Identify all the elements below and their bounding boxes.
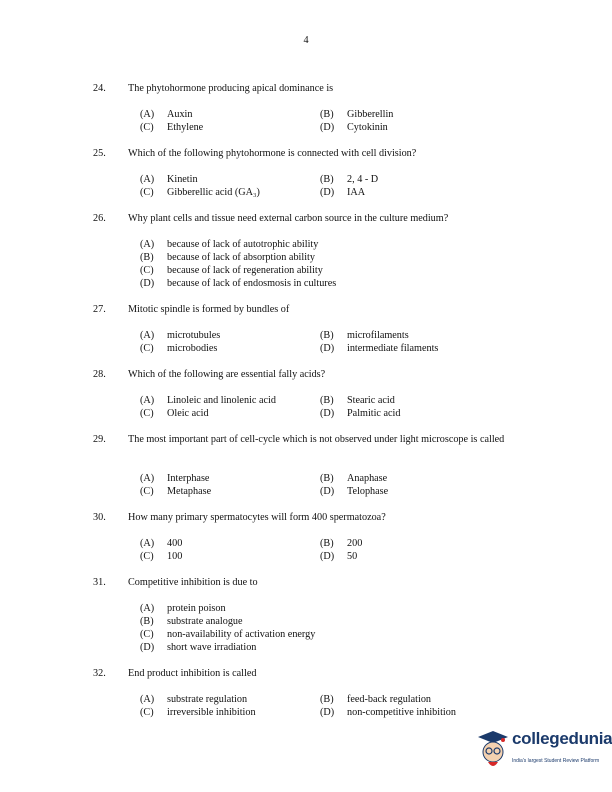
option-c: (C) irreversible inhibition xyxy=(140,707,256,718)
option-a: (A) microtubules xyxy=(140,330,221,341)
question-text: Why plant cells and tissue need external carbon source in the culture medium? xyxy=(128,213,449,224)
option-d: (D) intermediate filaments xyxy=(320,343,439,354)
option-c: (C) Oleic acid xyxy=(140,408,209,419)
option-b: (B) because of lack of absorption ability xyxy=(140,252,315,263)
option-a: (A) Interphase xyxy=(140,473,210,484)
option-a: (A) Auxin xyxy=(140,109,193,120)
option-b: (B) feed-back regulation xyxy=(320,694,432,705)
logo-name: collegedunia xyxy=(512,729,612,748)
question-number: 26. xyxy=(93,213,106,224)
option-c: (C) because of lack of regeneration ability xyxy=(140,265,323,276)
question-text: The most important part of cell-cycle which is not observed under light microscope is called xyxy=(128,434,505,445)
option-c: (C) microbodies xyxy=(140,343,218,354)
question-text: How many primary spermatocytes will form 400 spermatozoa? xyxy=(128,512,386,523)
question-number: 29. xyxy=(93,434,106,445)
question-text: Which of the following are essential fally acids? xyxy=(128,369,326,380)
option-d: (D) IAA xyxy=(320,187,366,198)
question-number: 24. xyxy=(93,83,106,94)
option-b: (B) Anaphase xyxy=(320,473,388,484)
option-a: (A) Linoleic and linolenic acid xyxy=(140,395,276,406)
collegedunia-logo[interactable] xyxy=(476,728,612,774)
option-d: (D) short wave irradiation xyxy=(140,642,257,653)
mascot-icon xyxy=(476,728,510,772)
option-b: (B) 2, 4 - D xyxy=(320,174,379,185)
option-d: (D) Telophase xyxy=(320,486,389,497)
option-d: (D) because of lack of endosmosis in cultures xyxy=(140,278,337,289)
option-d: (D) non-competitive inhibition xyxy=(320,707,456,718)
option-a: (A) 400 xyxy=(140,538,183,549)
question-text: Mitotic spindle is formed by bundles of xyxy=(128,304,290,315)
option-b: (B) Gibberellin xyxy=(320,109,394,120)
option-a: (A) protein poison xyxy=(140,603,226,614)
option-d: (D) Palmitic acid xyxy=(320,408,401,419)
question-text: The phytohormone producing apical dominance is xyxy=(128,83,334,94)
question-number: 27. xyxy=(93,304,106,315)
option-b: (B) substrate analogue xyxy=(140,616,243,627)
question-number: 28. xyxy=(93,369,106,380)
option-b: (B) microfilaments xyxy=(320,330,409,341)
question-number: 31. xyxy=(93,577,106,588)
page-number: 4 xyxy=(303,35,309,46)
logo-tagline: India's largest Student Review Platform xyxy=(512,758,600,764)
question-text: End product inhibition is called xyxy=(128,668,257,679)
option-a: (A) substrate regulation xyxy=(140,694,248,705)
option-c: (C) Gibberellic acid (GA₃) xyxy=(140,187,260,198)
option-b: (B) 200 xyxy=(320,538,363,549)
question-text: Which of the following phytohormone is connected with cell division? xyxy=(128,148,417,159)
option-a: (A) because of lack of autotrophic ability xyxy=(140,239,319,250)
option-c: (C) Ethylene xyxy=(140,122,204,133)
option-d: (D) Cytokinin xyxy=(320,122,388,133)
question-number: 30. xyxy=(93,512,106,523)
question-number: 32. xyxy=(93,668,106,679)
option-a: (A) Kinetin xyxy=(140,174,198,185)
question-text: Competitive inhibition is due to xyxy=(128,577,258,588)
option-c: (C) 100 xyxy=(140,551,183,562)
option-c: (C) non-availability of activation energy xyxy=(140,629,316,640)
option-b: (B) Stearic acid xyxy=(320,395,395,406)
option-d: (D) 50 xyxy=(320,551,358,562)
option-c: (C) Metaphase xyxy=(140,486,212,497)
question-number: 25. xyxy=(93,148,106,159)
